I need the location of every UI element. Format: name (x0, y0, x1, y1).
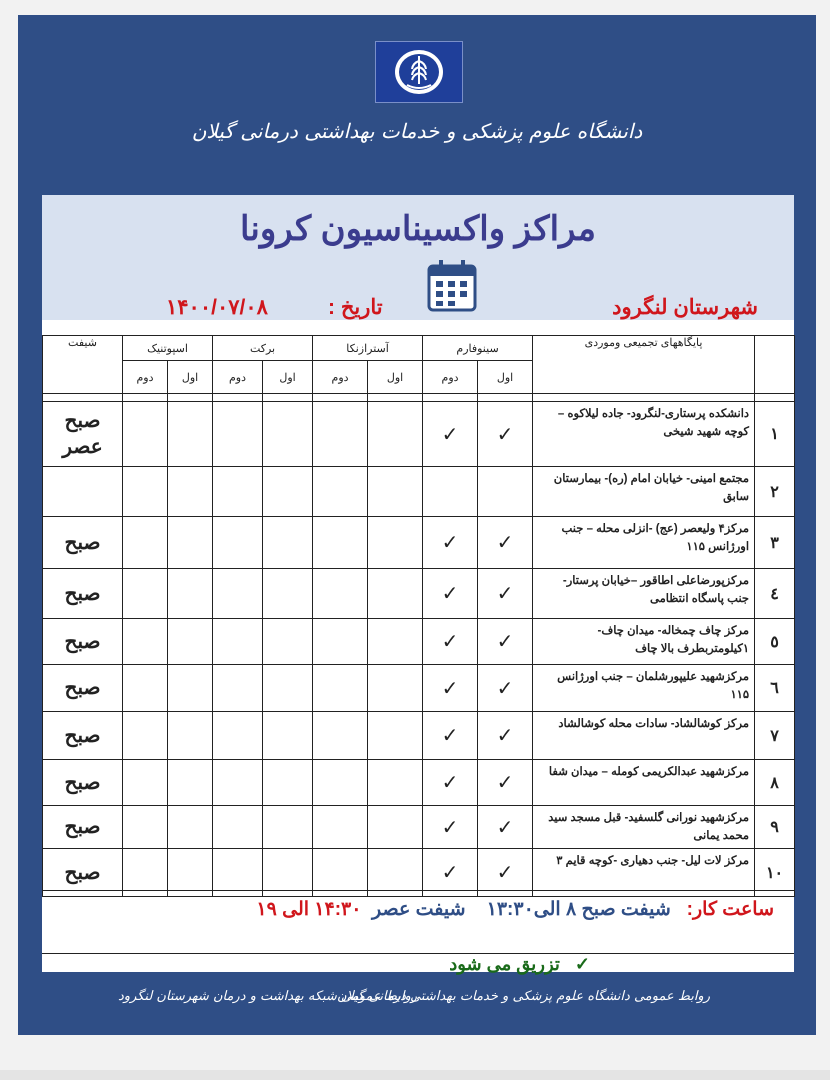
dose-first-header: اول (263, 361, 313, 394)
empty-cell (213, 760, 263, 806)
site-name: مرکزشهید نورانی گلسفید- قبل مسجد سید محمد یمانی (533, 806, 755, 849)
empty-cell (123, 806, 168, 849)
sputnik-header: اسپوتنیک (123, 336, 213, 361)
shift-value: صبح (43, 712, 123, 760)
empty-cell (313, 467, 368, 517)
sinopharm-second-mark: ✓ (423, 619, 478, 665)
site-name: مرکز چاف چمخاله- میدان چاف- ۱کیلومتربطرف بالا چاف (533, 619, 755, 665)
astrazeneca-header: آسترازنکا (313, 336, 423, 361)
sinopharm-second-mark: ✓ (423, 402, 478, 467)
empty-cell (168, 402, 213, 467)
sinopharm-second-mark: ✓ (423, 712, 478, 760)
header-row (43, 336, 795, 361)
sinopharm-second-mark: ✓ (423, 665, 478, 712)
empty-cell (168, 665, 213, 712)
site-header: پایگاههای تجمیعی وموردی (533, 336, 755, 394)
site-name: مجتمع امینی- خیابان امام (ره)- بیمارستان سابق (533, 467, 755, 517)
university-logo (375, 41, 463, 103)
footer-network: روابط عمومی شبکه بهداشت و درمان شهرستان لنگرود (118, 989, 418, 1004)
empty-cell (263, 665, 313, 712)
sinopharm-second-mark: ✓ (423, 517, 478, 569)
shift-value: صبح (43, 517, 123, 569)
sinopharm-first-mark: ✓ (478, 569, 533, 619)
sinopharm-second-mark: ✓ (423, 849, 478, 897)
date-label: تاریخ : (328, 296, 383, 319)
empty-cell (263, 760, 313, 806)
table-row (43, 569, 795, 619)
sinopharm-first-mark: ✓ (478, 517, 533, 569)
table-row (43, 760, 795, 806)
wheat-emblem-icon (389, 47, 449, 97)
shift-value: صبح (43, 849, 123, 897)
shift-value: صبح (43, 619, 123, 665)
empty-cell (313, 760, 368, 806)
empty-cell (368, 760, 423, 806)
sinopharm-first-mark: ✓ (478, 760, 533, 806)
shift-value: صبح (43, 760, 123, 806)
empty-cell (368, 467, 423, 517)
row-number: ۲ (755, 467, 795, 517)
row-number: ٦ (755, 665, 795, 712)
sinopharm-second-mark: ✓ (423, 569, 478, 619)
sinopharm-first-mark: ✓ (478, 849, 533, 897)
evening-shift-hours: ۱۴:۳۰ الی ۱۹ (256, 899, 362, 920)
empty-cell (263, 402, 313, 467)
site-name: مرکزپورضاعلی اطاقور –خیابان پرستار- جنب پاسگاه انتظامی (533, 569, 755, 619)
sinopharm-first-mark: ✓ (478, 665, 533, 712)
vaccination-table (42, 335, 795, 897)
checkmark-icon: ✓ (574, 954, 590, 974)
content-panel (42, 195, 794, 972)
row-number: ۷ (755, 712, 795, 760)
row-number: ۱۰ (755, 849, 795, 897)
morning-shift: شیفت صبح ۸ الی۱۳:۳۰ (486, 899, 671, 920)
empty-cell (213, 806, 263, 849)
empty-cell (168, 619, 213, 665)
sinopharm-first-mark: ✓ (478, 806, 533, 849)
empty-cell (313, 712, 368, 760)
shift-value: صبح (43, 665, 123, 712)
empty-cell (313, 569, 368, 619)
empty-cell (368, 712, 423, 760)
bottom-strip (0, 1070, 830, 1080)
sinopharm-first-mark: ✓ (478, 619, 533, 665)
shift-value: صبح (43, 569, 123, 619)
site-name: مرکز کوشالشاد- سادات محله کوشالشاد (533, 712, 755, 760)
site-name: مرکز۴ ولیعصر (عج) -انزلی محله – جنب اورژانس ۱۱۵ (533, 517, 755, 569)
legend (449, 954, 590, 975)
table-row (43, 619, 795, 665)
row-number: ۱ (755, 402, 795, 467)
footer-university: روابط عمومی دانشگاه علوم پزشکی و خدمات بهداشتی درمانی گیلان (336, 989, 710, 1004)
poster-frame (18, 15, 816, 1035)
dose-first-header: اول (368, 361, 423, 394)
table-row (43, 712, 795, 760)
empty-cell (368, 569, 423, 619)
row-number: ٥ (755, 619, 795, 665)
empty-cell (213, 517, 263, 569)
empty-cell (168, 517, 213, 569)
empty-cell (313, 402, 368, 467)
dose-second-header: دوم (423, 361, 478, 394)
empty-cell (123, 665, 168, 712)
sinopharm-first-mark: ✓ (478, 402, 533, 467)
empty-cell (123, 760, 168, 806)
row-number: ۹ (755, 806, 795, 849)
shift-header: شیفت (43, 336, 123, 394)
empty-cell (123, 467, 168, 517)
legend-text: تزریق می شود (449, 954, 560, 974)
site-name: مرکزشهید عبدالکریمی کومله – میدان شفا (533, 760, 755, 806)
sinopharm-first-mark: ✓ (478, 712, 533, 760)
empty-cell (213, 665, 263, 712)
row-number: ٤ (755, 569, 795, 619)
empty-cell (263, 467, 313, 517)
empty-cell (168, 712, 213, 760)
empty-cell (213, 402, 263, 467)
empty-cell (368, 619, 423, 665)
table-row (43, 517, 795, 569)
empty-cell (168, 806, 213, 849)
empty-cell (368, 665, 423, 712)
row-number: ۸ (755, 760, 795, 806)
empty-cell (368, 402, 423, 467)
working-hours-row (42, 890, 794, 954)
sinopharm-second-mark: ✓ (423, 760, 478, 806)
empty-cell (123, 517, 168, 569)
empty-cell (263, 619, 313, 665)
table-row (43, 402, 795, 467)
site-name: مرکز لات لیل- جنب دهیاری -کوچه قایم ۳ (533, 849, 755, 897)
county-name: شهرستان لنگرود (612, 296, 758, 319)
empty-cell (263, 517, 313, 569)
empty-cell (313, 665, 368, 712)
empty-cell (123, 712, 168, 760)
site-name: دانشکده پرستاری-لنگرود- جاده لیلاکوه – کوچه شهید شیخی (533, 402, 755, 467)
hours-label: ساعت کار: (686, 899, 774, 920)
empty-cell (368, 517, 423, 569)
empty-cell (168, 467, 213, 517)
empty-cell (263, 712, 313, 760)
empty-cell (168, 569, 213, 619)
dose-first-header: اول (168, 361, 213, 394)
table-row (43, 806, 795, 849)
empty-cell (123, 402, 168, 467)
evening-shift-label: شیفت عصر (372, 899, 466, 920)
university-name: دانشگاه علوم پزشکی و خدمات بهداشتی درمانی گیلان (191, 119, 643, 143)
empty-cell (263, 569, 313, 619)
shift-value (43, 467, 123, 517)
dose-second-header: دوم (123, 361, 168, 394)
dose-second-header: دوم (313, 361, 368, 394)
site-name: مرکزشهید علیپورشلمان – جنب اورژانس ۱۱۵ (533, 665, 755, 712)
working-hours (256, 898, 774, 921)
empty-cell (213, 569, 263, 619)
shift-value: صبح عصر (43, 402, 123, 467)
calendar-icon (426, 258, 478, 314)
empty-cell (168, 760, 213, 806)
table-row (43, 665, 795, 712)
barekat-header: برکت (213, 336, 313, 361)
row-number: ۳ (755, 517, 795, 569)
empty-cell (123, 619, 168, 665)
table-row (43, 467, 795, 517)
empty-cell (213, 619, 263, 665)
empty-cell (313, 806, 368, 849)
empty-cell (213, 712, 263, 760)
empty-cell (263, 806, 313, 849)
shift-value: صبح (43, 806, 123, 849)
sinopharm-second-mark: ✓ (423, 806, 478, 849)
sinopharm-first-mark (478, 467, 533, 517)
empty-cell (313, 517, 368, 569)
dose-first-header: اول (478, 361, 533, 394)
empty-cell (123, 569, 168, 619)
empty-cell (313, 619, 368, 665)
sinopharm-header: سینوفارم (423, 336, 533, 361)
empty-cell (213, 467, 263, 517)
page-title: مراکز واکسیناسیون کرونا (240, 210, 596, 248)
dose-second-header: دوم (213, 361, 263, 394)
empty-cell (368, 806, 423, 849)
spacer-row (43, 394, 795, 402)
date-value: ۱۴۰۰/۰۷/۰۸ (166, 296, 268, 319)
num-header (755, 336, 795, 394)
sinopharm-second-mark (423, 467, 478, 517)
